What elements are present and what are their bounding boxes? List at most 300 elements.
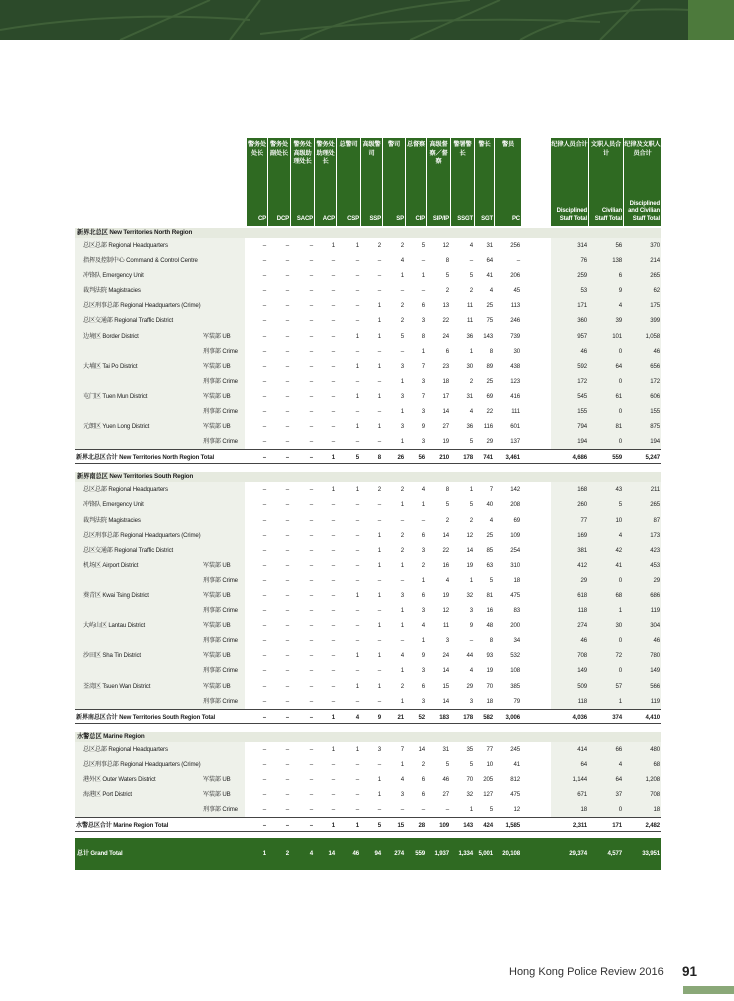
table-cell: 4 xyxy=(469,408,473,416)
total-cell: 2,482 xyxy=(645,822,660,830)
table-cell: – xyxy=(309,607,313,615)
table-cell: 2 xyxy=(400,317,404,325)
table-cell: 794 xyxy=(577,423,587,431)
table-cell: 41 xyxy=(615,561,622,569)
table-cell: 62 xyxy=(653,287,660,295)
table-cell: 169 xyxy=(577,531,587,539)
table-cell: 3 xyxy=(421,317,425,325)
total-cell: 5 xyxy=(377,822,381,830)
table-cell: – xyxy=(285,637,289,645)
footer-publication-title: Hong Kong Police Review 2016 xyxy=(509,966,664,978)
table-cell: 7 xyxy=(421,362,425,370)
table-row xyxy=(75,663,661,678)
table-cell: 6 xyxy=(421,775,425,783)
table-cell: 475 xyxy=(510,791,520,798)
row-sublabel: 刑事部 Crime xyxy=(203,377,238,385)
total-cell: 178 xyxy=(463,454,473,462)
table-row xyxy=(75,283,661,298)
table-cell: 5 xyxy=(469,272,473,280)
table-cell: – xyxy=(262,760,266,768)
table-cell: – xyxy=(331,438,335,446)
table-cell: – xyxy=(262,667,266,675)
table-row xyxy=(75,497,661,512)
table-cell: – xyxy=(355,637,359,645)
table-cell: 1 xyxy=(421,272,425,280)
table-cell: 137 xyxy=(510,438,520,446)
table-cell: 1 xyxy=(469,347,473,355)
column-header-zh: 总警司 xyxy=(339,141,358,148)
table-cell: 143 xyxy=(483,332,493,340)
grand-total-cell: 94 xyxy=(374,850,381,858)
table-cell: – xyxy=(262,272,266,280)
table-cell: 9 xyxy=(421,652,425,660)
total-cell: – xyxy=(285,822,289,830)
table-cell: – xyxy=(309,332,313,340)
table-row xyxy=(75,268,661,283)
table-cell: 48 xyxy=(486,622,493,630)
table-cell: – xyxy=(355,760,359,768)
table-cell: 1 xyxy=(377,682,381,690)
table-row xyxy=(75,618,661,633)
table-cell: – xyxy=(285,408,289,416)
table-cell: 2 xyxy=(400,531,404,539)
table-cell: – xyxy=(309,486,313,494)
table-cell: 172 xyxy=(577,377,587,385)
column-header-zh: 文职人员合计 xyxy=(590,141,622,157)
column-header-en: SIP/IP xyxy=(432,215,449,222)
section-total-row xyxy=(75,449,661,464)
table-cell: – xyxy=(355,408,359,416)
row-label: 沙田区 Sha Tin District xyxy=(83,652,141,660)
table-cell: – xyxy=(355,561,359,569)
total-cell: 8 xyxy=(377,454,381,462)
table-cell: – xyxy=(331,392,335,400)
table-cell: 13 xyxy=(442,302,449,310)
table-cell: 22 xyxy=(486,408,493,416)
row-label: 裁判法院 Magistracies xyxy=(83,516,141,524)
table-cell: – xyxy=(285,317,289,325)
table-cell: 83 xyxy=(513,607,520,615)
table-row xyxy=(75,419,661,434)
table-cell: 66 xyxy=(615,745,622,753)
column-header-en: Civilian Staff Total xyxy=(594,208,622,222)
table-row xyxy=(75,787,661,802)
table-cell: – xyxy=(355,501,359,509)
table-cell: 25 xyxy=(486,377,493,385)
table-cell: 671 xyxy=(577,791,587,798)
column-header-en: Disciplined Staff Total xyxy=(556,208,587,222)
table-cell: 46 xyxy=(580,347,587,355)
table-cell: 1 xyxy=(331,486,335,494)
table-cell: 1 xyxy=(331,745,335,753)
column-header-2 xyxy=(291,138,314,226)
table-cell: 111 xyxy=(511,408,520,416)
table-cell: 68 xyxy=(615,591,622,599)
table-cell: 453 xyxy=(650,561,660,569)
table-cell: – xyxy=(262,682,266,690)
table-cell: – xyxy=(285,591,289,599)
page-number: 91 xyxy=(682,964,698,979)
row-label: 港外区 Outer Waters District xyxy=(83,775,156,783)
table-cell: – xyxy=(262,347,266,355)
table-cell: – xyxy=(309,561,313,569)
table-cell: – xyxy=(309,272,313,280)
row-label: 总区刑事总部 Regional Headquarters (Crime) xyxy=(83,302,201,310)
total-cell: – xyxy=(309,713,313,721)
table-cell: 208 xyxy=(510,501,520,509)
table-cell: – xyxy=(355,347,359,355)
table-cell: 0 xyxy=(618,347,622,355)
table-cell: 119 xyxy=(650,607,660,615)
section-title: 新界南总区 New Territories South Region xyxy=(75,472,661,482)
table-cell: – xyxy=(331,775,335,783)
table-cell: – xyxy=(355,272,359,280)
table-cell: – xyxy=(285,576,289,584)
table-cell: 256 xyxy=(510,242,520,249)
table-cell: – xyxy=(262,501,266,509)
table-cell: – xyxy=(331,317,335,325)
table-row xyxy=(75,298,661,313)
table-cell: 4 xyxy=(445,576,449,584)
table-cell: 265 xyxy=(650,272,660,280)
table-cell: – xyxy=(309,347,313,355)
table-cell: 1 xyxy=(355,242,359,249)
row-sublabel: 军装部 UB xyxy=(203,561,231,569)
table-cell: 12 xyxy=(466,531,473,539)
table-cell: 8 xyxy=(489,347,493,355)
column-header-12 xyxy=(551,138,588,226)
banner-corner-block xyxy=(688,0,734,40)
table-cell: – xyxy=(285,242,289,249)
section-total-label: 新界南总区合计 New Territories South Region Total xyxy=(76,713,216,721)
table-cell: – xyxy=(309,317,313,325)
table-cell: 1 xyxy=(469,806,473,814)
table-cell: 6 xyxy=(421,531,425,539)
table-cell: 69 xyxy=(513,516,520,524)
table-cell: – xyxy=(285,287,289,295)
table-cell: 108 xyxy=(510,667,520,675)
table-cell: 12 xyxy=(513,806,520,814)
table-cell: 438 xyxy=(510,362,520,370)
table-row xyxy=(75,434,661,449)
table-cell: 4 xyxy=(618,302,622,310)
table-cell: – xyxy=(262,791,266,798)
table-cell: – xyxy=(262,546,266,554)
table-cell: 6 xyxy=(421,302,425,310)
table-cell: 566 xyxy=(650,682,660,690)
total-cell: 26 xyxy=(397,454,404,462)
table-cell: 812 xyxy=(510,775,520,783)
table-cell: 1 xyxy=(355,591,359,599)
table-cell: – xyxy=(309,745,313,753)
table-cell: 8 xyxy=(489,637,493,645)
table-cell: – xyxy=(355,806,359,814)
table-cell: 1 xyxy=(400,667,404,675)
table-cell: 175 xyxy=(650,302,660,310)
table-cell: – xyxy=(285,697,289,705)
table-cell: 8 xyxy=(421,332,425,340)
table-cell: 686 xyxy=(650,591,660,599)
table-cell: 2 xyxy=(400,242,404,249)
table-cell: 314 xyxy=(577,242,587,249)
table-cell: – xyxy=(262,438,266,446)
table-cell: – xyxy=(331,682,335,690)
table-cell: 0 xyxy=(618,637,622,645)
table-cell: 40 xyxy=(486,501,493,509)
table-cell: 113 xyxy=(510,302,520,310)
table-cell: – xyxy=(377,287,381,295)
table-cell: – xyxy=(262,408,266,416)
table-cell: – xyxy=(262,637,266,645)
table-cell: 31 xyxy=(442,745,449,753)
table-cell: 259 xyxy=(577,272,587,280)
table-cell: 1 xyxy=(618,697,622,705)
table-cell: – xyxy=(377,377,381,385)
table-cell: – xyxy=(331,302,335,310)
table-cell: 1 xyxy=(400,697,404,705)
column-header-zh: 警务处处长 xyxy=(247,141,267,157)
table-row xyxy=(75,253,661,268)
grand-total-cell: 1,334 xyxy=(458,850,473,858)
table-cell: 385 xyxy=(510,682,520,690)
grand-total-cell: 2 xyxy=(285,850,289,858)
table-cell: 79 xyxy=(513,697,520,705)
table-cell: 2 xyxy=(400,682,404,690)
table-cell: 708 xyxy=(577,652,587,660)
total-cell: 4 xyxy=(355,713,359,721)
table-cell: 14 xyxy=(466,546,473,554)
table-cell: 1 xyxy=(377,791,381,798)
table-cell: – xyxy=(355,438,359,446)
table-cell: 16 xyxy=(442,561,449,569)
table-cell: – xyxy=(355,531,359,539)
table-cell: 2 xyxy=(421,760,425,768)
table-cell: – xyxy=(262,591,266,599)
table-cell: 19 xyxy=(442,438,449,446)
grand-total-row xyxy=(75,838,661,870)
row-sublabel: 军装部 UB xyxy=(203,622,231,630)
table-cell: – xyxy=(377,760,381,768)
table-cell: – xyxy=(285,806,289,814)
total-cell: 1 xyxy=(331,713,335,721)
row-label: 总区交通部 Regional Traffic District xyxy=(83,546,174,554)
total-cell: 143 xyxy=(463,822,473,830)
row-label: 大埔区 Tai Po District xyxy=(83,362,138,370)
table-row xyxy=(75,633,661,648)
row-sublabel: 军装部 UB xyxy=(203,591,231,599)
table-cell: – xyxy=(262,377,266,385)
table-row xyxy=(75,513,661,528)
table-cell: 2 xyxy=(377,242,381,249)
table-cell: – xyxy=(262,516,266,524)
table-cell: 23 xyxy=(442,362,449,370)
table-cell: 1 xyxy=(331,242,335,249)
table-cell: 34 xyxy=(513,637,520,645)
table-cell: – xyxy=(262,576,266,584)
table-cell: 3 xyxy=(445,637,449,645)
table-cell: – xyxy=(309,302,313,310)
table-cell: 6 xyxy=(421,591,425,599)
table-row xyxy=(75,603,661,618)
row-sublabel: 刑事部 Crime xyxy=(203,408,238,416)
table-cell: 6 xyxy=(445,347,449,355)
table-cell: 16 xyxy=(486,607,493,615)
column-header-4 xyxy=(337,138,360,226)
table-cell: 3 xyxy=(469,697,473,705)
table-cell: 1 xyxy=(400,272,404,280)
section-title: 水警总区 Marine Region xyxy=(75,732,661,742)
total-cell: 56 xyxy=(418,454,425,462)
table-cell: 142 xyxy=(510,486,520,494)
table-cell: 4 xyxy=(469,667,473,675)
table-cell: 168 xyxy=(577,486,587,494)
grand-total-cell: 33,951 xyxy=(642,850,660,858)
table-cell: 1 xyxy=(400,607,404,615)
table-cell: – xyxy=(309,667,313,675)
total-cell: – xyxy=(309,822,313,830)
table-cell: – xyxy=(377,806,381,814)
table-cell: – xyxy=(262,652,266,660)
grand-total-cell: 559 xyxy=(415,850,425,858)
table-row xyxy=(75,742,661,757)
table-cell: 5 xyxy=(421,242,425,249)
column-header-en: SSP xyxy=(369,215,381,222)
table-cell: – xyxy=(355,607,359,615)
section-rows xyxy=(75,482,661,708)
column-header-en: SGT xyxy=(481,215,493,222)
table-cell: 127 xyxy=(483,791,493,798)
table-cell: 875 xyxy=(650,423,660,431)
table-cell: – xyxy=(331,607,335,615)
grand-total-label: 总计 Grand Total xyxy=(77,850,123,858)
table-cell: 370 xyxy=(650,242,660,249)
table-cell: – xyxy=(309,408,313,416)
table-cell: 64 xyxy=(580,760,587,768)
table-cell: 17 xyxy=(442,392,449,400)
table-cell: 0 xyxy=(618,438,622,446)
table-cell: – xyxy=(285,791,289,798)
table-cell: 3 xyxy=(421,667,425,675)
column-header-0 xyxy=(247,138,267,226)
table-cell: 31 xyxy=(466,392,473,400)
column-header-en: DCP xyxy=(276,215,289,222)
table-cell: – xyxy=(331,806,335,814)
row-label: 总区总部 Regional Headquarters xyxy=(83,242,168,249)
table-cell: – xyxy=(262,806,266,814)
table-cell: 155 xyxy=(577,408,587,416)
section-total-row xyxy=(75,817,661,832)
table-cell: 4 xyxy=(618,531,622,539)
table-cell: 7 xyxy=(421,392,425,400)
table-cell: 4 xyxy=(489,287,493,295)
table-cell: 509 xyxy=(577,682,587,690)
table-cell: 1 xyxy=(618,607,622,615)
table-cell: 5 xyxy=(469,438,473,446)
total-cell: 4,686 xyxy=(572,454,587,462)
table-cell: 2 xyxy=(469,377,473,385)
table-cell: 1,058 xyxy=(645,332,660,340)
row-sublabel: 刑事部 Crime xyxy=(203,637,238,645)
table-cell: 3 xyxy=(400,362,404,370)
table-cell: – xyxy=(285,257,289,265)
table-cell: – xyxy=(262,745,266,753)
row-label: 总区总部 Regional Headquarters xyxy=(83,486,168,494)
table-cell: 39 xyxy=(615,317,622,325)
table-cell: – xyxy=(355,576,359,584)
table-cell: – xyxy=(285,607,289,615)
total-cell: 183 xyxy=(439,713,449,721)
table-cell: – xyxy=(285,501,289,509)
table-cell: – xyxy=(309,697,313,705)
table-cell: 3 xyxy=(421,438,425,446)
table-cell: – xyxy=(309,257,313,265)
table-cell: 1 xyxy=(355,332,359,340)
table-cell: – xyxy=(421,516,425,524)
row-sublabel: 刑事部 Crime xyxy=(203,347,238,355)
table-cell: 69 xyxy=(486,392,493,400)
row-sublabel: 刑事部 Crime xyxy=(203,438,238,446)
table-cell: – xyxy=(309,423,313,431)
table-cell: 18 xyxy=(580,806,587,814)
row-label: 冲锋队 Emergency Unit xyxy=(83,272,144,280)
table-cell: – xyxy=(262,423,266,431)
grand-total-cell: 29,374 xyxy=(569,850,587,858)
table-cell: – xyxy=(331,423,335,431)
table-cell: 155 xyxy=(650,408,660,416)
grand-total-cell: 46 xyxy=(352,850,359,858)
table-cell: – xyxy=(331,667,335,675)
table-cell: 116 xyxy=(483,423,493,431)
table-cell: – xyxy=(445,806,449,814)
row-label: 总区刑事总部 Regional Headquarters (Crime) xyxy=(83,531,201,539)
table-cell: 77 xyxy=(580,516,587,524)
table-cell: – xyxy=(377,697,381,705)
table-cell: 36 xyxy=(466,332,473,340)
table-cell: – xyxy=(516,257,520,265)
table-cell: 2 xyxy=(469,287,473,295)
table-cell: 1 xyxy=(377,531,381,539)
table-cell: 1 xyxy=(400,760,404,768)
total-cell: 28 xyxy=(418,822,425,830)
table-cell: 3 xyxy=(400,423,404,431)
table-cell: 101 xyxy=(612,332,622,340)
row-sublabel: 军装部 UB xyxy=(203,682,231,690)
table-cell: 64 xyxy=(486,257,493,265)
table-cell: 19 xyxy=(466,561,473,569)
column-header-zh: 警务处助理处长 xyxy=(316,141,335,165)
table-cell: 12 xyxy=(442,607,449,615)
table-row xyxy=(75,313,661,328)
table-cell: – xyxy=(331,272,335,280)
table-cell: 194 xyxy=(577,438,587,446)
table-cell: – xyxy=(285,531,289,539)
table-cell: – xyxy=(331,697,335,705)
row-label: 总区刑事总部 Regional Headquarters (Crime) xyxy=(83,760,201,768)
table-cell: 171 xyxy=(577,302,587,310)
row-sublabel: 刑事部 Crime xyxy=(203,667,238,675)
table-cell: – xyxy=(285,362,289,370)
total-cell: 171 xyxy=(612,822,622,830)
total-cell: 3,006 xyxy=(505,713,520,721)
table-cell: – xyxy=(355,516,359,524)
table-cell: 2 xyxy=(469,516,473,524)
table-cell: 4 xyxy=(421,486,425,494)
table-cell: 81 xyxy=(486,591,493,599)
table-cell: 1 xyxy=(400,377,404,385)
table-cell: 3 xyxy=(377,745,381,753)
table-cell: – xyxy=(400,347,404,355)
table-cell: 1 xyxy=(377,317,381,325)
